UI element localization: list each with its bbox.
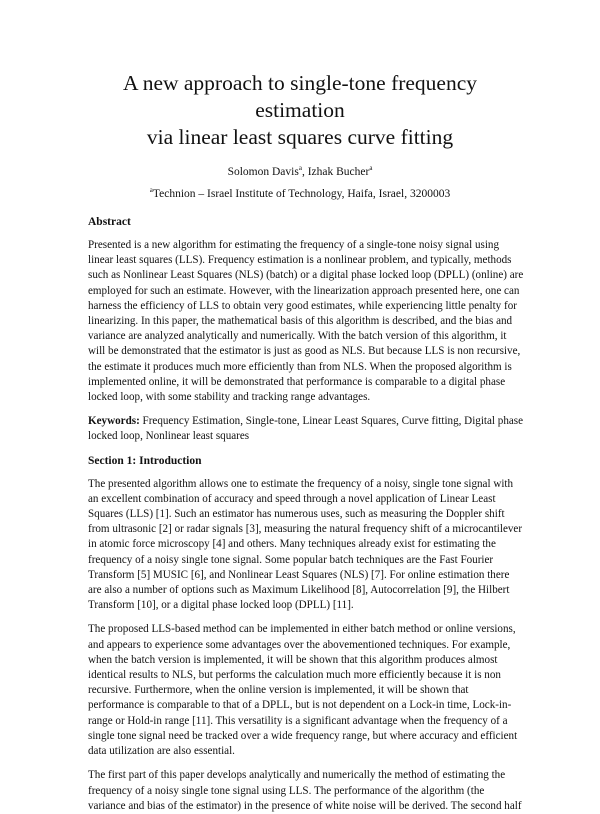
text-line: linearizing. In this paper, the mathematical basis of this algorithm is described, and the bias and xyxy=(88,315,513,328)
paper-title xyxy=(88,70,512,151)
abstract-body xyxy=(88,238,524,405)
affiliation-marker: a xyxy=(298,164,302,173)
title-line: A new approach to single-tone frequency estimation xyxy=(122,71,478,122)
text-line: Transform [5] MUSIC [6], and Nonlinear Least Squares (NLS) [7]. For online estimation there xyxy=(88,568,510,581)
intro-paragraph-1 xyxy=(88,477,523,614)
text-line: from ultrasonic [2] or radar signals [3], measuring the natural frequency shift of a microcantilever xyxy=(88,523,523,536)
text-line: single tone signal need be tracked over a wide frequency range, but where accuracy and efficient xyxy=(88,729,518,742)
text-line: implemented online, it will be demonstrated that performance is comparable to a digital phase xyxy=(88,375,506,388)
text-line: are also a number of options such as Maximum Likelihood [8], Autocorrelation [9], the Hilbert xyxy=(88,584,510,597)
affiliation-text: Technion – Israel Institute of Technology, Haifa, Israel, 3200003 xyxy=(152,188,451,200)
abstract-heading: Abstract xyxy=(88,216,131,228)
author-name: Solomon Davis xyxy=(227,166,299,178)
text-line: Transform [10], or a digital phase locked loop (DPLL) [11]. xyxy=(88,599,354,612)
intro-paragraph-3 xyxy=(88,768,522,814)
text-line: variance are analyzed analytically and numerically. With the batch version of this algorithm, it xyxy=(88,330,507,343)
text-line: will be demonstrated that the estimator is just as good as NLS. But because LLS is non recursive, xyxy=(88,345,521,358)
text-line: frequency of a noisy single tone signal using LLS. The performance of the algorithm (the xyxy=(88,784,485,797)
affiliation-marker: a xyxy=(149,186,153,195)
keywords-text: Frequency Estimation, Single-tone, Linear Least Squares, Curve fitting, Digital phase xyxy=(139,415,524,428)
affiliation xyxy=(88,187,512,201)
text-line: when the batch version is implemented, it will be shown that this algorithm produces almost xyxy=(88,653,498,666)
text-line: an excellent combination of accuracy and speed through a novel application of Linear Least xyxy=(88,492,496,505)
text-line: the estimate it produces much more efficiently than from NLS. When the proposed algorithm is xyxy=(88,360,512,373)
text-line: The presented algorithm allows one to estimate the frequency of a noisy, single tone signal with xyxy=(88,477,514,490)
text-line: Squares (LLS) [1]. Such an estimator has numerous uses, such as measuring the Doppler shift xyxy=(88,508,505,521)
text-line: and appears to experience some advantages over the abovementioned techniques. For example, xyxy=(88,638,511,651)
text-line: such as Nonlinear Least Squares (NLS) (batch) or a digital phase locked loop (DPLL) (online) are xyxy=(88,269,524,282)
text-line: The first part of this paper develops analytically and numerically the method of estimating the xyxy=(88,769,506,782)
intro-paragraph-2 xyxy=(88,622,518,759)
text-line: recursive. Furthermore, when the online version is implemented, it will be shown that xyxy=(88,684,469,697)
text-line: Presented is a new algorithm for estimating the frequency of a single-tone noisy signal using xyxy=(88,239,499,251)
author-list xyxy=(88,165,512,179)
text-line: locked loop, with some stability and tracking range advantages. xyxy=(88,391,371,404)
affiliation-marker: a xyxy=(369,164,373,173)
section-heading: Section 1: Introduction xyxy=(88,454,202,467)
text-line: The proposed LLS-based method can be implemented in either batch method or online versions, xyxy=(88,623,516,636)
text-line: data utilization are also essential. xyxy=(88,745,235,758)
text-line: frequency of a noisy single tone signal. Some popular batch techniques are the Fast Fourier xyxy=(88,553,494,566)
text-line: linear least squares (LLS). Frequency estimation is a nonlinear problem, and typically, methods xyxy=(88,254,512,267)
text-line: variance and bias of the estimator) in the presence of white noise will be derived. The second half xyxy=(88,799,522,812)
text-line: range or Hold-in range [11]. This versatility is a significant advantage when the frequency of a xyxy=(88,714,508,727)
author-name: Izhak Bucher xyxy=(307,166,370,178)
text-line: employed for such an estimate. However, with the linearization approach presented here, one can xyxy=(88,284,520,297)
text-line: in atomic force microscopy [4] and others. Many techniques already exist for estimating the xyxy=(88,538,496,551)
keywords-text: locked loop, Nonlinear least squares xyxy=(88,430,250,443)
keywords xyxy=(88,414,524,444)
title-line: via linear least squares curve fitting xyxy=(146,125,454,149)
text-line: performance is comparable to that of a DPLL, but is not dependent on a Lock-in time, Lock-in- xyxy=(88,699,512,712)
keywords-line xyxy=(88,414,524,429)
author-separator: , xyxy=(301,166,308,178)
keywords-label: Keywords: xyxy=(88,415,140,428)
text-line: identical results to NLS, but performs the calculation much more efficiently because it is non xyxy=(88,669,501,682)
text-line: harness the efficiency of LLS to obtain very good estimates, while experiencing little penalty for xyxy=(88,299,517,312)
